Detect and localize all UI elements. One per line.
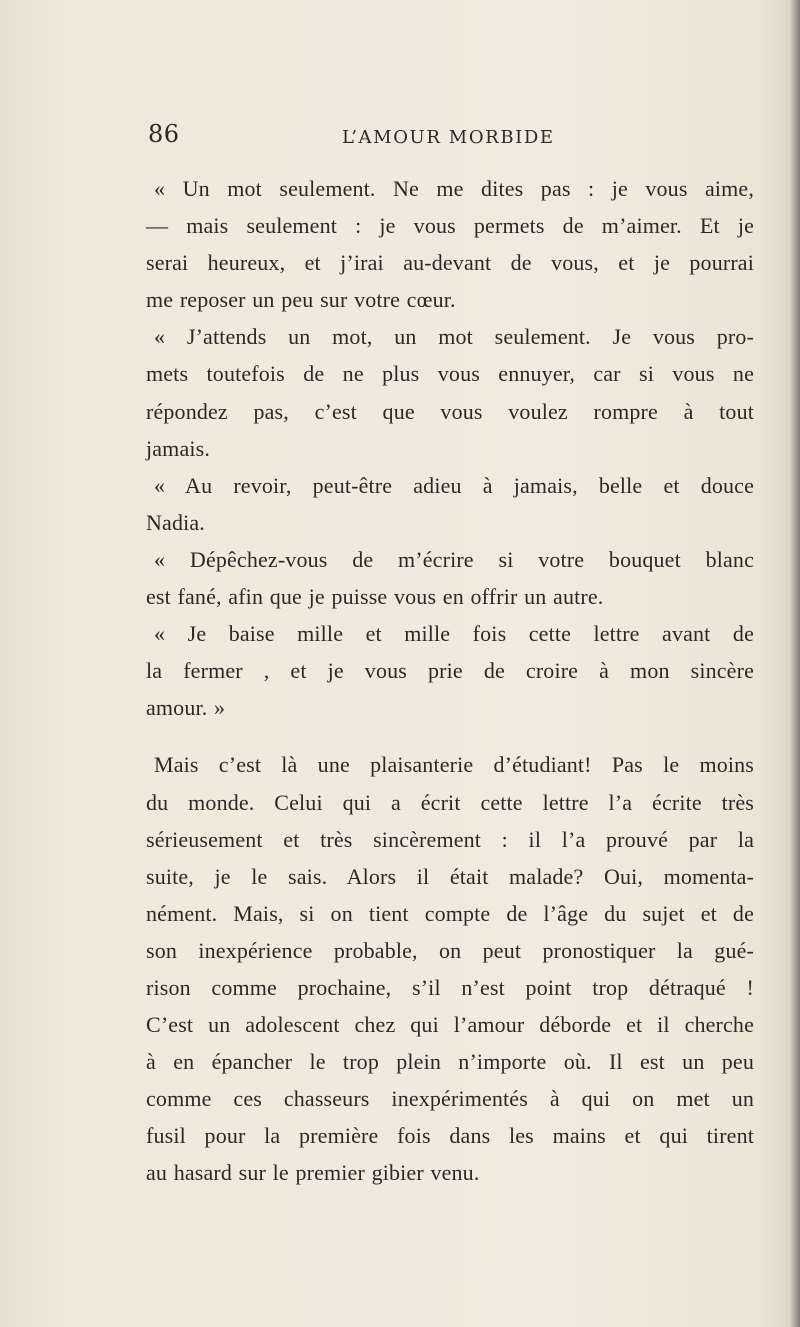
body-text — [146, 170, 754, 1192]
text-line: « Dépêchez-vous de m’écrire si votre bouquet blanc — [154, 546, 754, 572]
page-header — [148, 120, 760, 156]
text-line: « Un mot seulement. Ne me dites pas : je vous aime, — [154, 176, 754, 201]
text-line: son inexpérience probable, on peut pronostiquer la gué- — [146, 937, 754, 963]
text-line: amour. » — [146, 695, 226, 721]
text-line: serai heureux, et j’irai au-devant de vous, et je pourrai — [146, 250, 754, 276]
text-line: au hasard sur le premier gibier venu. — [146, 1160, 480, 1186]
text-line: Nadia. — [146, 509, 205, 535]
text-line: — mais seulement : je vous permets de m’aimer. Et je — [146, 213, 754, 239]
text-line: « Je baise mille et mille fois cette lettre avant de — [154, 621, 754, 647]
text-line: sérieusement et très sincèrement : il l’a prouvé par la — [146, 826, 754, 852]
text-line: à en épancher le trop plein n’importe où. Il est un peu — [146, 1049, 754, 1075]
text-line: Mais c’est là une plaisanterie d’étudiant! Pas le moins — [154, 752, 754, 778]
text-line: comme ces chasseurs inexpérimentés à qui on met un — [146, 1086, 754, 1112]
page-edge-shadow — [790, 0, 800, 1327]
text-line: suite, je le sais. Alors il était malade? Oui, momenta- — [146, 863, 754, 889]
text-line: fusil pour la première fois dans les mains et qui tirent — [146, 1123, 754, 1149]
text-line: nément. Mais, si on tient compte de l’âge du sujet et de — [146, 900, 754, 926]
running-title: L’AMOUR MORBIDE — [342, 127, 555, 148]
text-line: rison comme prochaine, s’il n’est point trop détraqué ! — [146, 974, 754, 1000]
text-line: du monde. Celui qui a écrit cette lettre l’a écrite très — [146, 789, 754, 815]
text-line: me reposer un peu sur votre cœur. — [146, 287, 456, 313]
text-line: « Au revoir, peut-être adieu à jamais, belle et douce — [154, 472, 754, 498]
page-number: 86 — [148, 120, 180, 148]
text-line: C’est un adolescent chez qui l’amour déborde et il cherche — [146, 1012, 754, 1038]
text-line: répondez pas, c’est que vous voulez rompre à tout — [146, 398, 754, 424]
text-line: la fermer , et je vous prie de croire à mon sincère — [146, 658, 754, 684]
paragraph-gap — [154, 726, 754, 746]
text-line: est fané, afin que je puisse vous en offrir un autre. — [146, 584, 604, 610]
text-line: mets toutefois de ne plus vous ennuyer, car si vous ne — [146, 361, 754, 387]
text-line: « J’attends un mot, un mot seulement. Je vous pro- — [154, 324, 754, 350]
text-line: jamais. — [146, 435, 210, 461]
